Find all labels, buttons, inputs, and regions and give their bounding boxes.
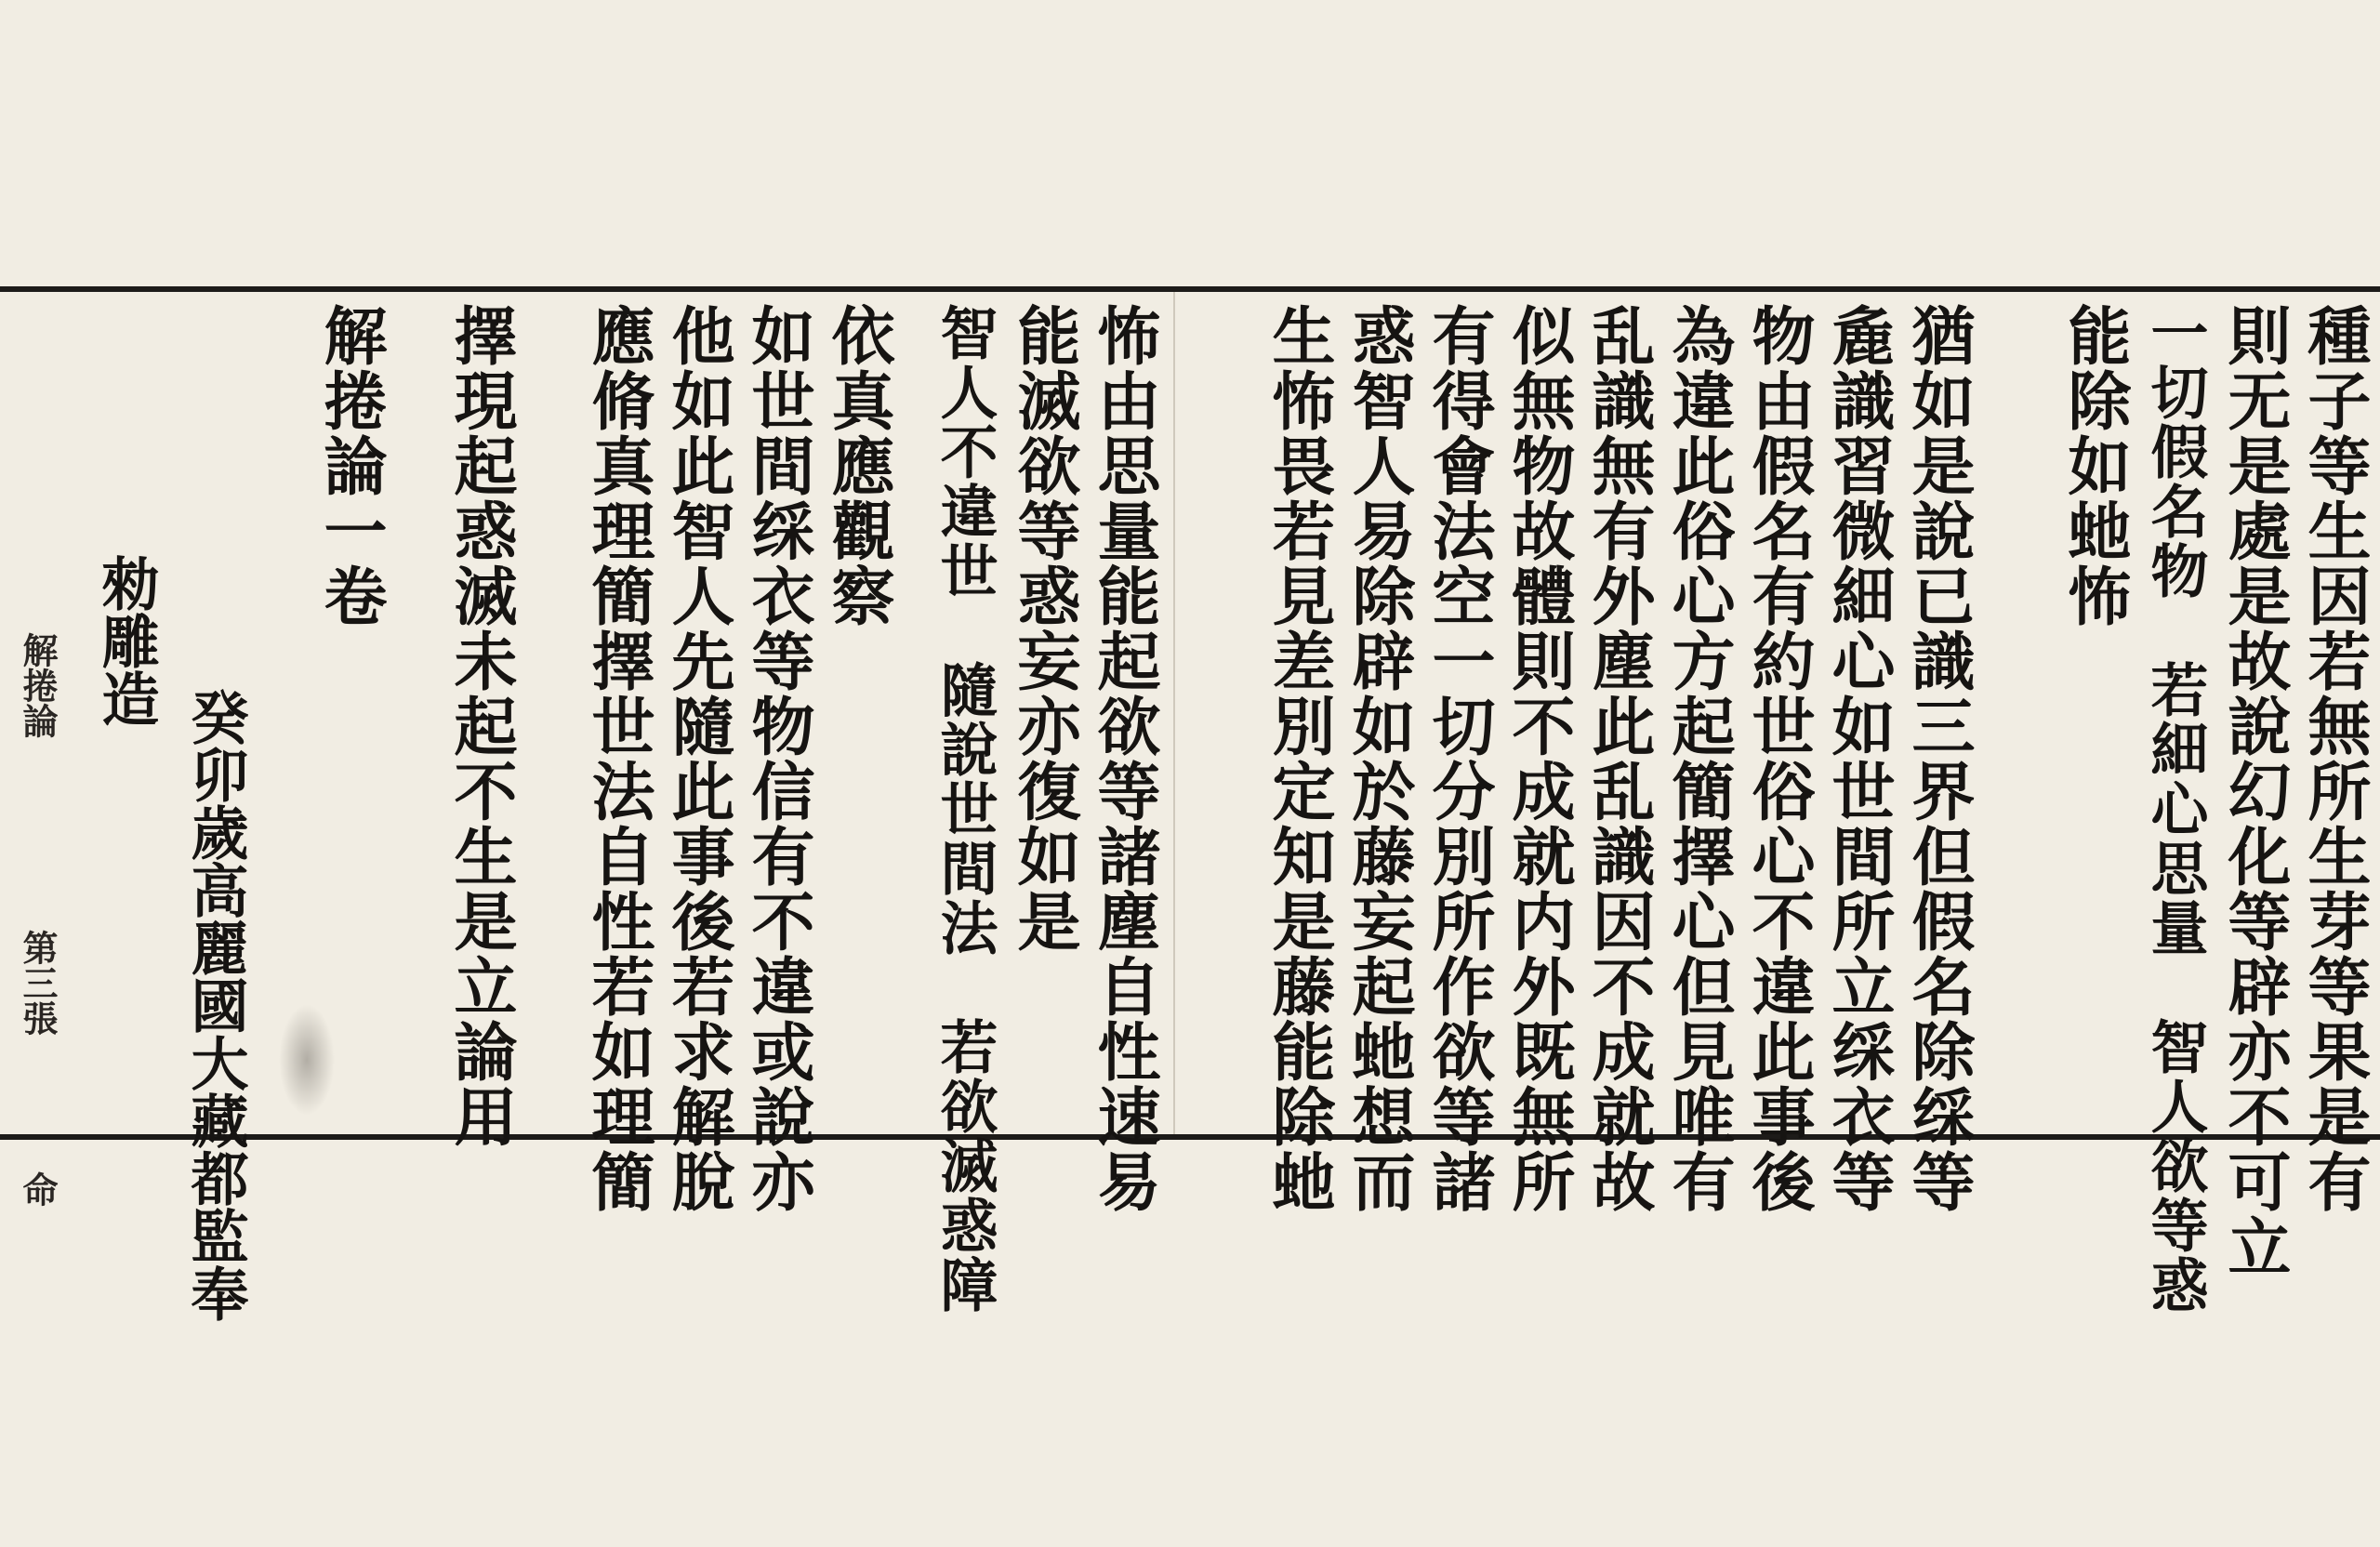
text-column-16: 智人不違世 隨說世間法 若欲滅惑障 <box>931 303 998 1315</box>
text-column-5: 猶如是說已識三界但假名除䌽等 <box>1901 303 1976 1214</box>
closing-title: 解捲論一卷 <box>313 303 388 628</box>
margin-leaf-number: 第三張 <box>17 930 59 1036</box>
text-column-4: 能除如虵怖 <box>2057 303 2132 628</box>
text-column-19: 他如此智人先隨此事後若求解脫 <box>661 303 735 1214</box>
top-border-rule <box>0 286 2380 292</box>
text-column-11: 有得會法空一切分別所作欲等諸 <box>1421 303 1496 1214</box>
text-column-7: 物由假名有約世俗心不違此事後 <box>1741 303 1816 1214</box>
text-column-8: 為違此俗心方起簡擇心但見唯有 <box>1661 303 1736 1214</box>
text-column-17: 依真應觀察 <box>821 303 895 628</box>
ink-smudge <box>279 1004 335 1116</box>
text-column-6: 麁識習微細心如世間所立䌽衣等 <box>1821 303 1896 1214</box>
text-column-3: 一切假名物 若細心思量 智人欲等惑 <box>2141 303 2209 1315</box>
margin-title: 解捲論 <box>17 632 59 738</box>
margin-carver-mark: 命 <box>17 1171 59 1207</box>
text-column-2: 則无是處是故說幻化等辟亦不可立 <box>2217 303 2292 1279</box>
colophon-order-line: 勑雕造 <box>92 554 160 727</box>
text-column-1: 種子等生因若無所生芽等果是有 <box>2297 303 2372 1214</box>
page-fold-line <box>1173 292 1175 1134</box>
text-column-21: 擇現起惑滅未起不生是立論用 <box>443 303 518 1149</box>
text-column-13: 生怖畏若見差別定知是藤能除虵 <box>1262 303 1336 1214</box>
text-column-10: 似無物故體則不成就内外既無所 <box>1501 303 1576 1214</box>
text-column-15: 能滅欲等惑妄亦復如是 <box>1007 303 1081 954</box>
bottom-border-rule <box>0 1134 2380 1140</box>
text-column-14: 怖由思量能起欲等諸塵自性速易 <box>1087 303 1161 1214</box>
text-column-12: 惑智人易除辟如於藤妄起虵想而 <box>1342 303 1416 1214</box>
colophon-date-line: 癸卯歲高麗國大藏都監奉 <box>181 688 249 1322</box>
text-column-20: 應脩真理簡擇世法自性若如理簡 <box>581 303 655 1214</box>
text-column-18: 如世間䌽衣等物信有不違或說亦 <box>741 303 815 1214</box>
text-column-9: 乱識無有外塵此乱識因不成就故 <box>1581 303 1656 1214</box>
